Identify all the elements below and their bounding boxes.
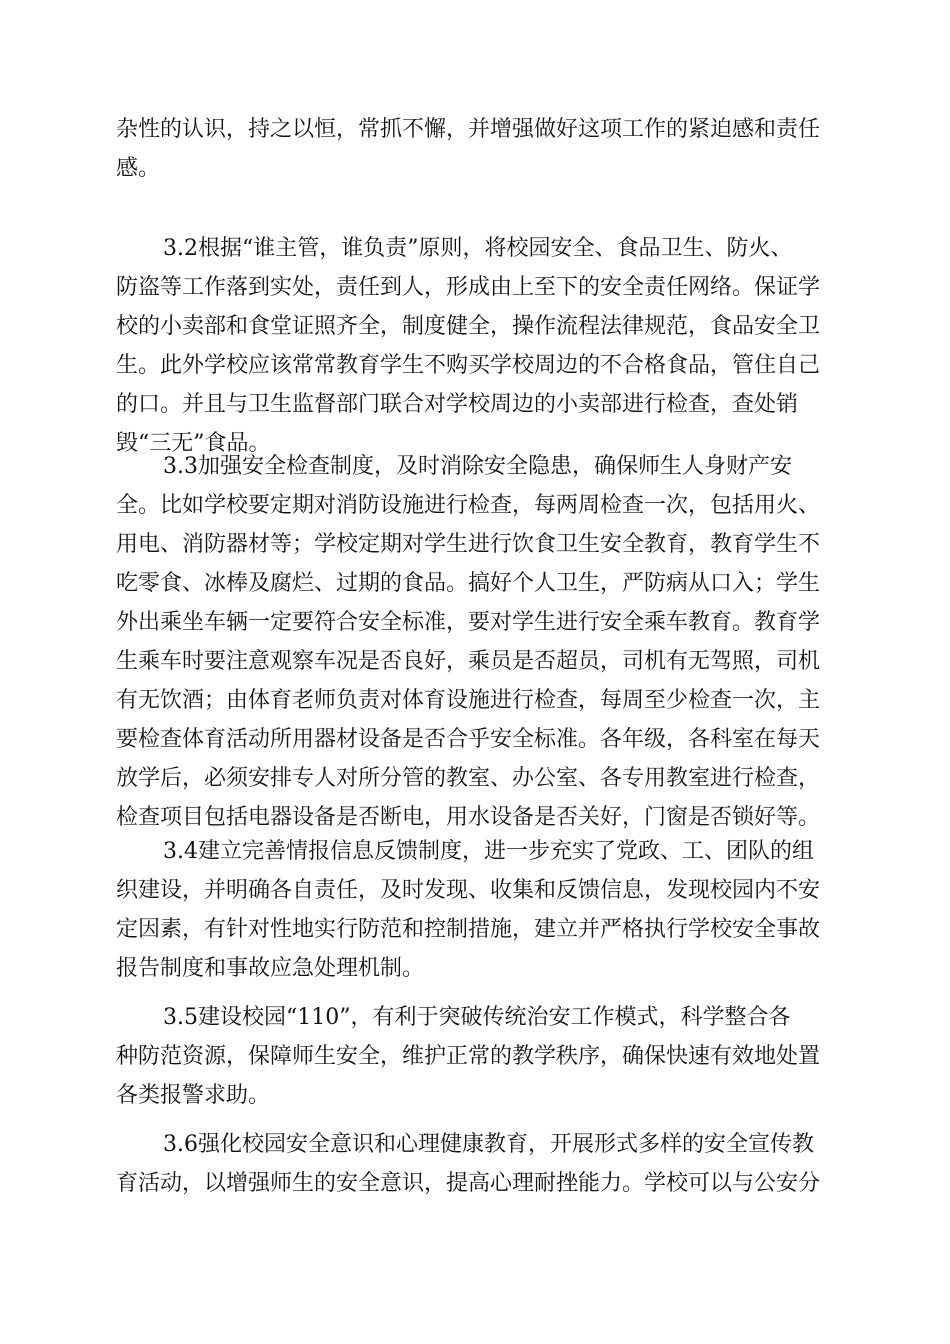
text-line: 吃零食、冰棒及腐烂、过期的食品。搞好个人卫生，严防病从口入；学生 bbox=[116, 571, 821, 596]
text-line: 报告制度和事故应急处理机制。 bbox=[116, 956, 425, 981]
text-line: 生乘车时要注意观察车况是否良好，乘员是否超员，司机有无驾照，司机 bbox=[116, 649, 821, 674]
text-line: 放学后，必须安排专人对所分管的教室、办公室、各专用教室进行检查， bbox=[116, 766, 821, 791]
text-line: 定因素，有针对性地实行防范和控制措施，建立并严格执行学校安全事故 bbox=[116, 917, 821, 942]
text-line: 生。此外学校应该常常教育学生不购买学校周边的不合格食品，管住自己 bbox=[116, 353, 821, 378]
text-line: 各类报警求助。 bbox=[116, 1083, 271, 1108]
text-line: 检查项目包括电器设备是否断电，用水设备是否关好，门窗是否锁好等。 bbox=[116, 805, 821, 830]
text-line: 织建设，并明确各自责任，及时发现、收集和反馈信息，发现校园内不安 bbox=[116, 878, 821, 903]
text-line: 种防范资源，保障师生安全，维护正常的教学秩序，确保快速有效地处置 bbox=[116, 1044, 821, 1069]
text-line: 用电、消防器材等；学校定期对学生进行饮食卫生安全教育，教育学生不 bbox=[116, 532, 821, 557]
text-line: 全。比如学校要定期对消防设施进行检查，每两周检查一次，包括用火、 bbox=[116, 493, 821, 518]
text-line: 育活动，以增强师生的安全意识，提高心理耐挫能力。学校可以与公安分 bbox=[116, 1171, 821, 1196]
text-line: 要检查体育活动所用器材设备是否合乎安全标准。各年级，各科室在每天 bbox=[116, 727, 821, 752]
text-line: 3.4建立完善情报信息反馈制度，进一步充实了党政、工、团队的组 bbox=[163, 839, 814, 864]
text-line: 毁“三无”食品。 bbox=[116, 431, 271, 456]
text-line: 外出乘坐车辆一定要符合安全标准，要对学生进行安全乘车教育。教育学 bbox=[116, 610, 821, 635]
text-line: 3.6强化校园安全意识和心理健康教育，开展形式多样的安全宣传教 bbox=[163, 1132, 814, 1157]
text-line: 3.5建设校园“110”，有利于突破传统治安工作模式，科学整合各 bbox=[163, 1005, 791, 1030]
text-line: 杂性的认识，持之以恒，常抓不懈，并增强做好这项工作的紧迫感和责任 bbox=[116, 117, 821, 142]
text-line: 校的小卖部和食堂证照齐全，制度健全，操作流程法律规范，食品安全卫 bbox=[116, 314, 821, 339]
text-line: 感。 bbox=[116, 156, 161, 181]
text-line: 3.2根据“谁主管，谁负责”原则，将校园安全、食品卫生、防火、 bbox=[163, 236, 793, 261]
text-line: 有无饮酒；由体育老师负责对体育设施进行检查，每周至少检查一次，主 bbox=[116, 688, 821, 713]
text-line: 的口。并且与卫生监督部门联合对学校周边的小卖部进行检查，查处销 bbox=[116, 392, 799, 417]
text-line: 防盗等工作落到实处，责任到人，形成由上至下的安全责任网络。保证学 bbox=[116, 275, 821, 300]
text-line: 3.3加强安全检查制度，及时消除安全隐患，确保师生人身财产安 bbox=[163, 454, 792, 479]
